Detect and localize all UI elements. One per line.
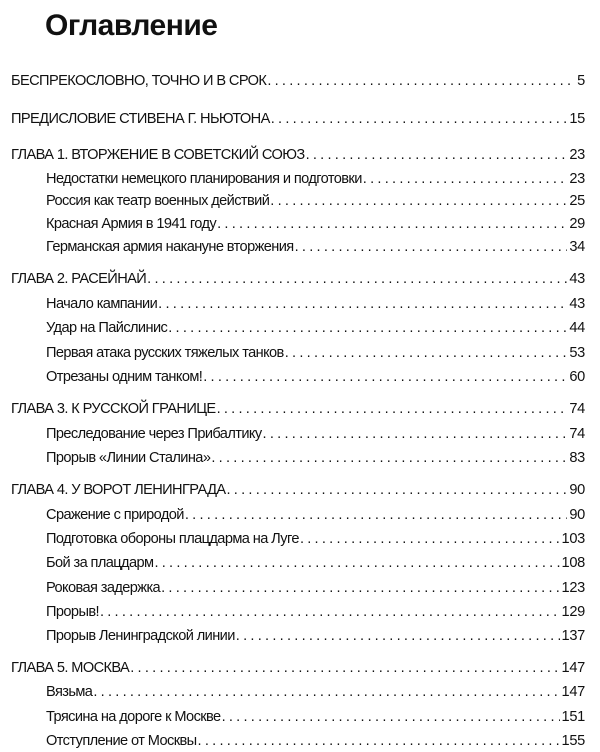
toc-section <box>46 730 585 752</box>
toc-entry-label: Отрезаны одним танком! <box>46 369 203 385</box>
toc-entry-label: Преследование через Прибалтику <box>46 426 262 442</box>
toc-entry-label: Прорыв Ленинградской линии <box>46 628 235 644</box>
toc-entry-page-number: 83 <box>569 450 585 466</box>
toc-entry-label: ГЛАВА 2. РАСЕЙНАЙ <box>11 271 147 287</box>
toc-entry-page-number: 90 <box>569 482 585 498</box>
toc-entry-label: Недостатки немецкого планирования и подготовки <box>46 171 362 187</box>
toc-entry-page-number: 60 <box>569 369 585 385</box>
dot-leader <box>198 730 560 752</box>
toc-section <box>46 706 585 728</box>
toc-chapter <box>11 398 585 420</box>
toc-entry-label: Россия как театр военных действий <box>46 193 270 209</box>
toc-section <box>46 601 585 623</box>
toc-entry-page-number: 25 <box>569 193 585 209</box>
toc-entry-page-number: 23 <box>569 147 585 163</box>
dot-leader <box>363 168 568 190</box>
dot-leader <box>158 293 567 315</box>
dot-leader <box>270 190 567 212</box>
toc-chapter <box>11 70 585 92</box>
dot-leader <box>267 70 575 92</box>
toc-entry-page-number: 137 <box>561 628 585 644</box>
toc-entry-page-number: 15 <box>569 111 585 127</box>
toc-entry-page-number: 123 <box>561 580 585 596</box>
dot-leader <box>306 144 568 166</box>
toc-entry-page-number: 29 <box>569 216 585 232</box>
toc-entry-label: Подготовка обороны плацдарма на Луге <box>46 531 299 547</box>
dot-leader <box>217 398 568 420</box>
toc-entry-page-number: 43 <box>569 271 585 287</box>
toc-entry-page-number: 147 <box>561 660 585 676</box>
toc-entry-page-number: 34 <box>569 239 585 255</box>
toc-entry-label: Первая атака русских тяжелых танков <box>46 345 284 361</box>
toc-entry-page-number: 74 <box>569 426 585 442</box>
toc-entry-label: Отступление от Москвы <box>46 733 197 749</box>
toc-entry-page-number: 129 <box>561 604 585 620</box>
toc-section <box>46 213 585 235</box>
toc-section <box>46 552 585 574</box>
toc-section <box>46 528 585 550</box>
toc-entry-label: ПРЕДИСЛОВИЕ СТИВЕНА Г. НЬЮТОНА <box>11 111 270 127</box>
page-title: Оглавление <box>45 9 218 42</box>
toc-entry-label: Трясина на дороге к Москве <box>46 709 221 725</box>
dot-leader <box>227 479 568 501</box>
toc-entry-page-number: 53 <box>569 345 585 361</box>
toc-entry-page-number: 43 <box>569 296 585 312</box>
toc-entry-label: ГЛАВА 5. МОСКВА <box>11 660 130 676</box>
toc-entry-label: ГЛАВА 1. ВТОРЖЕНИЕ В СОВЕТСКИЙ СОЮЗ <box>11 147 305 163</box>
toc-section <box>46 317 585 339</box>
toc-section <box>46 625 585 647</box>
toc-section <box>46 342 585 364</box>
toc-section <box>46 423 585 445</box>
dot-leader <box>263 423 568 445</box>
toc-chapter <box>11 479 585 501</box>
toc-section <box>46 236 585 258</box>
dot-leader <box>154 552 559 574</box>
toc-section <box>46 504 585 526</box>
dot-leader <box>130 657 559 679</box>
toc-section <box>46 366 585 388</box>
dot-leader <box>285 342 568 364</box>
toc-entry-label: Красная Армия в 1941 году <box>46 216 217 232</box>
toc-entry-label: ГЛАВА 4. У ВОРОТ ЛЕНИНГРАДА <box>11 482 226 498</box>
toc-entry-label: Прорыв! <box>46 604 99 620</box>
toc-section <box>46 190 585 212</box>
toc-section <box>46 168 585 190</box>
dot-leader <box>185 504 568 526</box>
dot-leader <box>300 528 560 550</box>
dot-leader <box>236 625 560 647</box>
toc-entry-label: Прорыв «Линии Сталина» <box>46 450 211 466</box>
toc-section <box>46 577 585 599</box>
dot-leader <box>93 681 559 703</box>
toc-chapter <box>11 268 585 290</box>
toc-section <box>46 447 585 469</box>
toc-entry-page-number: 151 <box>561 709 585 725</box>
toc-entry-label: Германская армия накануне вторжения <box>46 239 294 255</box>
toc-entry-label: Сражение с природой <box>46 507 184 523</box>
dot-leader <box>217 213 567 235</box>
toc-chapter <box>11 144 585 166</box>
toc-entry-page-number: 74 <box>569 401 585 417</box>
toc-entry-page-number: 90 <box>569 507 585 523</box>
toc-entry-label: Роковая задержка <box>46 580 161 596</box>
toc-chapter <box>11 657 585 679</box>
dot-leader <box>203 366 567 388</box>
toc-entry-label: Бой за плацдарм <box>46 555 154 571</box>
toc-entry-label: Вязьма <box>46 684 93 700</box>
toc-entry-page-number: 108 <box>561 555 585 571</box>
toc-entry-page-number: 44 <box>569 320 585 336</box>
toc-section <box>46 681 585 703</box>
dot-leader <box>271 108 568 130</box>
toc-entry-label: Удар на Пайслинис <box>46 320 168 336</box>
toc-entry-page-number: 5 <box>577 73 585 89</box>
toc-entry-label: БЕСПРЕКОСЛОВНО, ТОЧНО И В СРОК <box>11 73 267 89</box>
toc-entry-page-number: 23 <box>569 171 585 187</box>
dot-leader <box>147 268 567 290</box>
toc-entry-page-number: 155 <box>561 733 585 749</box>
dot-leader <box>100 601 560 623</box>
dot-leader <box>168 317 567 339</box>
toc-entry-label: Начало кампании <box>46 296 158 312</box>
toc-entry-label: ГЛАВА 3. К РУССКОЙ ГРАНИЦЕ <box>11 401 216 417</box>
toc-entry-page-number: 147 <box>561 684 585 700</box>
toc-entry-page-number: 103 <box>561 531 585 547</box>
dot-leader <box>222 706 560 728</box>
dot-leader <box>211 447 567 469</box>
toc-chapter <box>11 108 585 130</box>
dot-leader <box>295 236 568 258</box>
dot-leader <box>161 577 559 599</box>
toc-section <box>46 293 585 315</box>
